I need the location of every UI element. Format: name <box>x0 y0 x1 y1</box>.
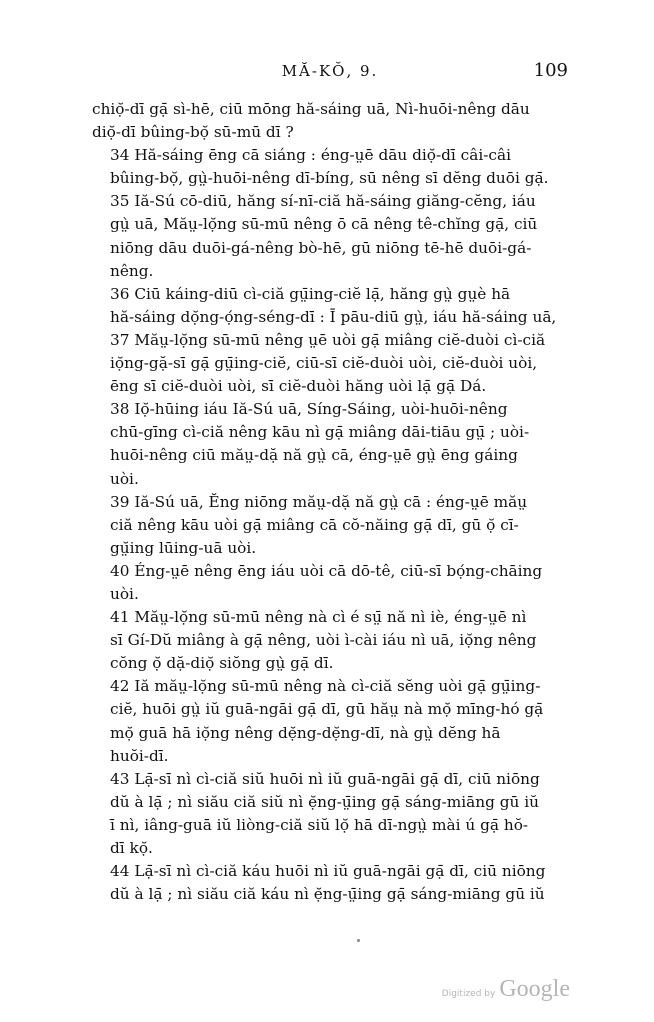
verse-40 <box>92 560 568 606</box>
text-line: uòi. <box>110 584 139 603</box>
text-line: 40 Éng-ṳē nêng ēng iáu uòi cā dō-tê, ciū-sī bọ́ng-chāing <box>110 561 543 580</box>
verse-39 <box>92 491 568 560</box>
verse-43 <box>92 768 568 860</box>
page-number: 109 <box>533 60 568 81</box>
digitization-watermark <box>442 976 570 1003</box>
text-line: chū-gīng cì-ciă nêng kāu nì gạ̄ miâng dāi-tiāu gṳ̄ ; uòi- <box>110 423 530 442</box>
text-line: 35 Iă-Sú cō-diū, hăng sí-nī-ciă hă-sáing giăng-cĕng, iáu <box>110 192 536 211</box>
text-line: 43 Lạ̄-sī nì cì-ciă siŭ huōi nì iŭ guā-ngāi gạ̄ dī, ciū niōng <box>110 769 540 788</box>
body-text <box>92 98 568 906</box>
text-line: ī nì, iâng-guā iŭ liòng-ciă siŭ lọ̆ hā dī-ngṳ̀ mài ú gạ̄ hŏ- <box>110 815 529 834</box>
verse-41 <box>92 606 568 675</box>
text-line: 44 Lạ̄-sī nì cì-ciă káu huōi nì iŭ guā-ngāi gạ̄ dī, ciū niōng <box>110 862 546 881</box>
text-line: diọ̆-dī bûing-bọ̆ sū-mū dī ? <box>92 123 294 142</box>
verse-38 <box>92 398 568 490</box>
text-line: iọ̆ng-gặ-sī gạ̄ gṳ̄ing-ciĕ, ciū-sī ciĕ-duòi uòi, ciĕ-duòi uòi, <box>110 354 538 373</box>
watermark-caption: Digitized by <box>441 989 496 999</box>
verse-44 <box>92 860 568 906</box>
google-logo: Google <box>499 976 570 1002</box>
text-line: huōi-nêng ciū măṳ-dặ nă gṳ̀ cā, éng-ṳē gṳ̀ ēng gáing <box>110 446 518 465</box>
text-line: 39 Iă-Sú uā, Ĕng niōng măṳ-dặ nă gṳ̀ cā : éng-ṳē măṳ <box>110 492 528 511</box>
text-line: dŭ à lạ̄ ; nì siău ciă siŭ nì ẹ̆ng-ṳ̄ing gạ̄ sáng-miāng gū iŭ <box>110 792 540 811</box>
text-line: gṳ̀ uā, Măṳ-lọ̆ng sū-mū nêng ō cā nêng tê-chĭng gạ̄, ciū <box>110 215 538 234</box>
text-line: uòi. <box>110 469 139 488</box>
text-line: 38 Iọ̆-hūing iáu Iă-Sú uā, Síng-Sáing, uòi-huōi-nêng <box>110 400 508 419</box>
verse-42 <box>92 675 568 767</box>
verse-34 <box>92 144 568 190</box>
text-line: niōng dāu duōi-gá-nêng bò-hē, gū niōng tē-hē duōi-gá- <box>110 238 532 257</box>
text-line: 37 Măṳ-lọ̆ng sū-mū nêng ṳē uòi gạ̄ miâng ciĕ-duòi cì-ciă <box>110 330 546 349</box>
text-line: dī kọ̆. <box>110 839 153 857</box>
text-line: gṳ̆ing lūing-uā uòi. <box>110 538 257 557</box>
running-head: MĂ-KŎ, 9. <box>281 62 379 80</box>
text-line: sī Gí-Dŭ miâng à gạ̄ nêng, uòi ì-cài iáu nì uā, iọ̆ng nêng <box>110 631 537 650</box>
text-line: dŭ à lạ̄ ; nì siău ciă káu nì ẹ̆ng-ṳ̄ing gạ̄ sáng-miāng gū iŭ <box>110 885 545 904</box>
text-line: 42 Iă măṳ-lọ̆ng sū-mū nêng nà cì-ciă sĕng uòi gạ̄ gṳ̄ing- <box>110 677 541 696</box>
text-line: huŏi-dī. <box>110 746 169 765</box>
text-line: 34 Hă-sáing ēng cā siáng : éng-ṳē dāu diọ̆-dī câi-câi <box>110 146 512 165</box>
ink-speck <box>357 939 360 942</box>
text-line: chiọ̆-dī gạ̄ sì-hē, ciū mōng hă-sáing uā, Nì-huōi-nêng dāu <box>92 100 530 118</box>
text-line: hă-sáing dọ̆ng-ọ́ng-séng-dī : Ī pāu-diū gṳ̀, iáu hă-sáing uā, <box>110 307 557 326</box>
verse-continuation <box>92 98 568 144</box>
text-line: ciă nêng kāu uòi gạ̄ miâng cā cŏ-năing gạ̄ dī, gū ọ̆ cī- <box>110 515 519 534</box>
verse-37 <box>92 329 568 398</box>
text-line: bûing-bọ̆, gṳ̀-huōi-nêng dī-bíng, sū nêng sī dĕng duōi gạ̄. <box>110 169 549 188</box>
verse-35 <box>92 190 568 282</box>
text-line: ēng sī ciĕ-duòi uòi, sī ciĕ-duòi hăng uòi lạ̄ gạ̄ Dá. <box>110 377 487 396</box>
page-header <box>92 62 568 86</box>
text-line: 36 Ciū káing-diū cì-ciă gṳ̄ing-ciĕ lạ̄, hăng gṳ̀ gṳè hā <box>110 284 511 303</box>
text-line: mọ̆ guā hā iọ̆ng nêng dẹ̆ng-dẹ̆ng-dī, nà gṳ̀ dĕng hā <box>110 723 501 742</box>
verse-36 <box>92 283 568 329</box>
text-line: cŏng ọ̆ dặ-diọ̆ siŏng gṳ̀ gạ̄ dī. <box>110 654 334 673</box>
text-line: ciĕ, huōi gṳ̀ iŭ guā-ngāi gạ̄ dī, gū hăṳ nà mọ̆ mīng-hó gạ̄ <box>110 700 544 719</box>
text-line: nêng. <box>110 261 154 280</box>
text-line: 41 Măṳ-lọ̆ng sū-mū nêng nà cì é sṳ̄ nă nì iè, éng-ṳē nì <box>110 608 527 627</box>
